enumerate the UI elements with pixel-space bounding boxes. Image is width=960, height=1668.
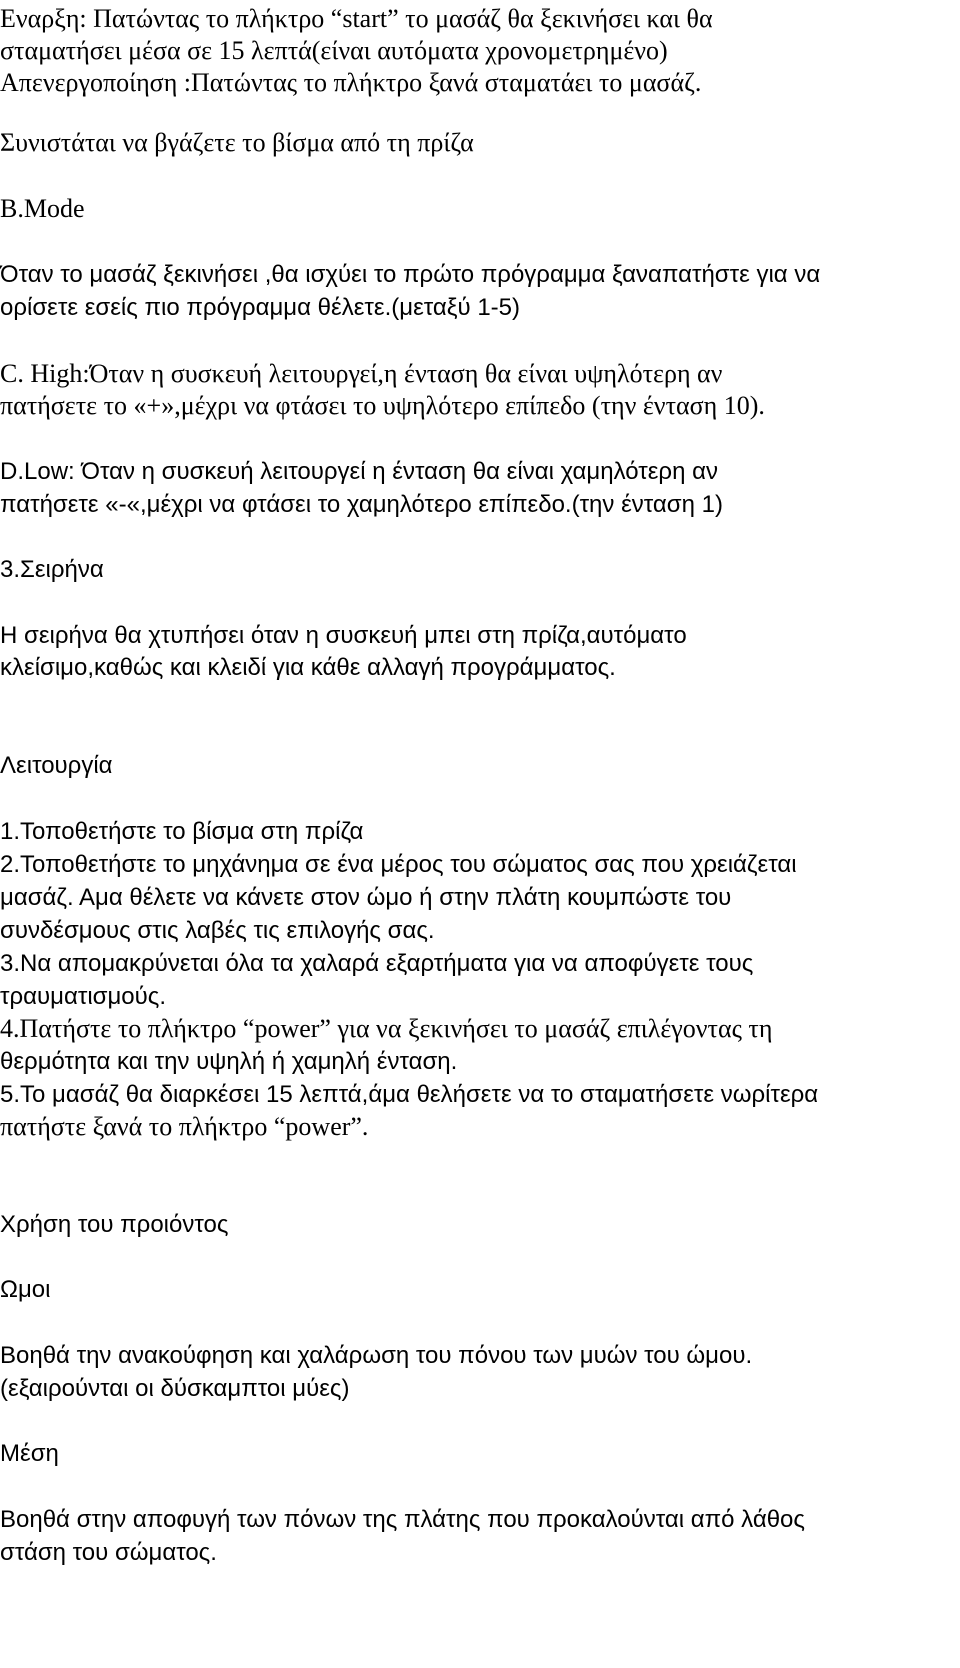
mode-text-line-1: Όταν το μασάζ ξεκινήσει ,θα ισχύει το πρώτο πρόγραμμα ξαναπατήστε για να: [0, 261, 821, 288]
usage-heading: Χρήση του προιόντος: [0, 1211, 229, 1238]
high-text-line-2: πατήσετε το «+»,μέχρι να φτάσει το υψηλότερο επίπεδο (την ένταση 10).: [0, 391, 765, 420]
operation-step-line: συνδέσμους στις λαβές τις επιλογής σας.: [0, 917, 435, 944]
operation-step-line: μασάζ. Αμα θέλετε να κάνετε στον ώμο ή στην πλάτη κουμπώστε του: [0, 884, 732, 911]
low-text-line-2: πατήσετε «-«,μέχρι να φτάσει το χαμηλότερο επίπεδο.(την ένταση 1): [0, 491, 723, 518]
middle-heading: Μέση: [0, 1440, 59, 1467]
stop-instruction: Απενεργοποίηση :Πατώντας το πλήκτρο ξανά σταματάει το μασάζ.: [0, 68, 702, 97]
operation-heading: Λειτουργία: [0, 752, 113, 779]
operation-step-line: 2.Τοποθετήστε το μηχάνημα σε ένα μέρος του σώματος σας που χρειάζεται: [0, 851, 797, 878]
middle-text-line-2: στάση του σώματος.: [0, 1539, 217, 1566]
mode-text-line-2: ορίσετε εσείς πιο πρόγραμμα θέλετε.(μεταξύ 1-5): [0, 294, 521, 321]
shoulders-text-line-1: Βοηθά την ανακούφηση και χαλάρωση του πόνου των μυών του ώμου.: [0, 1342, 753, 1369]
low-text-line-1: D.Low: Όταν η συσκευή λειτουργεί η ένταση θα είναι χαμηλότερη αν: [0, 458, 718, 485]
mode-heading: B.Mode: [0, 194, 85, 223]
operation-step-line: 3.Να απομακρύνεται όλα τα χαλαρά εξαρτήματα για να αποφύγετε τους: [0, 950, 754, 977]
start-instruction-line-1: Εναρξη: Πατώντας το πλήκτρο “start” το μασάζ θα ξεκινήσει και θα: [0, 4, 713, 33]
middle-text-line-1: Βοηθά στην αποφυγή των πόνων της πλάτης που προκαλούνται από λάθος: [0, 1506, 805, 1533]
siren-text-line-1: Η σειρήνα θα χτυπήσει όταν η συσκευή μπει στη πρίζα,αυτόματο: [0, 622, 687, 649]
start-instruction-line-2: σταματήσει μέσα σε 15 λεπτά(είναι αυτόματα χρονομετρημένο): [0, 36, 668, 65]
shoulders-text-line-2: (εξαιρούνται οι δύσκαμπτοι μύες): [0, 1375, 350, 1402]
shoulders-heading: Ωμοι: [0, 1276, 51, 1303]
siren-text-line-2: κλείσιμο,καθώς και κλειδί για κάθε αλλαγή προγράμματος.: [0, 654, 616, 681]
operation-step-line: πατήστε ξανά το πλήκτρο “power”.: [0, 1112, 369, 1141]
operation-step-line: τραυματισμούς.: [0, 983, 166, 1010]
operation-step-line: 5.Το μασάζ θα διαρκέσει 15 λεπτά,άμα θελήσετε να το σταματήσετε νωρίτερα: [0, 1081, 819, 1108]
operation-step-line: 1.Τοποθετήστε το βίσμα στη πρίζα: [0, 818, 364, 845]
siren-heading: 3.Σειρήνα: [0, 556, 104, 583]
unplug-recommendation: Συνιστάται να βγάζετε το βίσμα από τη πρίζα: [0, 128, 474, 157]
operation-step-line: θερμότητα και την υψηλή ή χαμηλή ένταση.: [0, 1048, 458, 1075]
operation-step-line: 4.Πατήστε το πλήκτρο “power” για να ξεκινήσει το μασάζ επιλέγοντας τη: [0, 1014, 773, 1043]
high-text-line-1: C. High:Όταν η συσκευή λειτουργεί,η ένταση θα είναι υψηλότερη αν: [0, 359, 723, 388]
